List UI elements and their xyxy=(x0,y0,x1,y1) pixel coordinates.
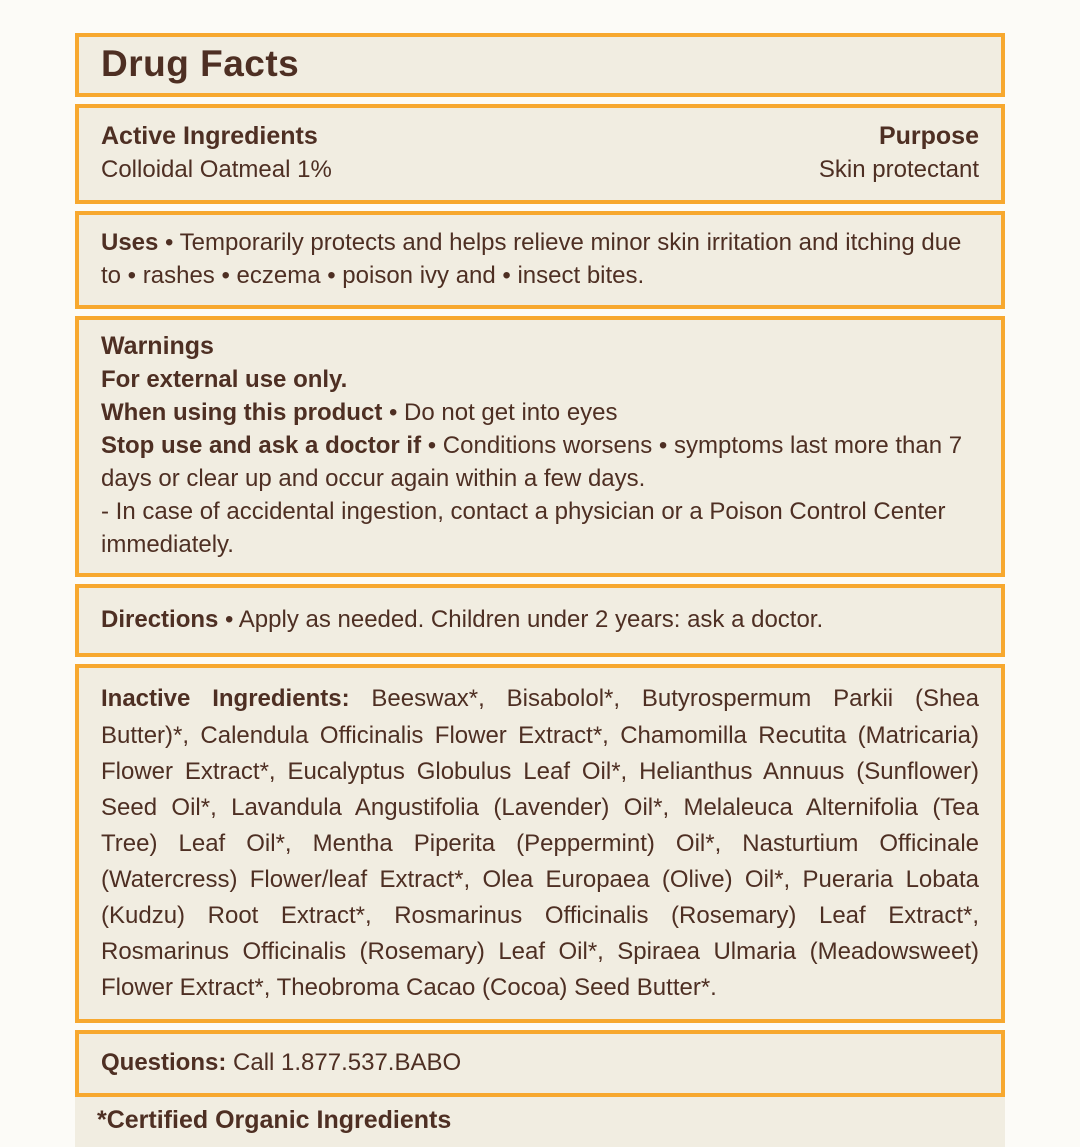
warning-line-text: • Do not get into eyes xyxy=(382,399,618,426)
questions-text xyxy=(101,1046,979,1079)
certified-organic-note: *Certified Organic Ingredients xyxy=(75,1097,1005,1147)
uses-heading: Uses xyxy=(101,229,159,256)
purpose-column xyxy=(819,120,979,186)
active-ingredients-section xyxy=(75,104,1005,204)
warning-line-text: • Conditions worsens • symptoms last more than 7 days or clear up and occur again within a few days. xyxy=(101,432,963,492)
directions-section xyxy=(75,584,1005,657)
page-title: Drug Facts xyxy=(101,43,300,84)
directions-text xyxy=(101,603,979,636)
warning-line xyxy=(101,429,979,495)
warning-line-bold: When using this product xyxy=(101,399,383,426)
purpose-heading: Purpose xyxy=(878,122,979,150)
active-ingredients-heading: Active Ingredients xyxy=(101,122,318,150)
warning-line-bold: For external use only. xyxy=(101,366,348,393)
purpose-value: Skin protectant xyxy=(818,156,979,183)
uses-text xyxy=(101,226,979,292)
warning-line-text: - In case of accidental ingestion, contact a physician or a Poison Control Center immediately. xyxy=(101,498,946,558)
inactive-ingredients-section xyxy=(75,664,1005,1023)
directions-body: • Apply as needed. Children under 2 years: ask a doctor. xyxy=(218,606,824,633)
drug-facts-label xyxy=(75,33,1005,1147)
inactive-ingredients-list: Beeswax*, Bisabolol*, Butyrospermum Parkii (Shea Butter)*, Calendula Officinalis Flower Extract*, Chamomilla Recutita (Matricaria) Flower Extract*, Eucalyptus Globulus Leaf Oil*, Helianthus Annuus (Sunflower) Seed Oil*, Lavandula Angustifolia (Lavender) Oil*, Melaleuca Alternifolia (Tea Tree) Leaf Oil*, Mentha Piperita (Peppermint) Oil*, Nasturtium Officinale (Watercress) Flower/leaf Extract*, Olea Europaea (Olive) Oil*, Pueraria Lobata (Kudzu) Root Extract*, Rosmarinus Officinalis (Rosemary) Leaf Extract*, Rosmarinus Officinalis (Rosemary) Leaf Oil*, Spiraea Ulmaria (Meadowsweet) Flower Extract*, Theobroma Cacao (Cocoa) Seed Butter*. xyxy=(101,685,979,1001)
inactive-ingredients-text xyxy=(101,680,979,1005)
warning-line xyxy=(101,396,979,429)
directions-heading: Directions xyxy=(101,606,219,633)
warnings-heading: Warnings xyxy=(101,332,214,360)
uses-section xyxy=(75,211,1005,309)
active-ingredients-column xyxy=(101,120,332,186)
warning-line xyxy=(101,495,979,561)
questions-phone: Call 1.877.537.BABO xyxy=(226,1049,462,1076)
uses-body: • Temporarily protects and helps relieve minor skin irritation and itching due to • rashes • eczema • poison ivy and • insect bites. xyxy=(101,229,962,289)
drug-facts-title-section xyxy=(75,33,1005,97)
questions-heading: Questions: xyxy=(101,1049,227,1076)
questions-section xyxy=(75,1030,1005,1097)
warning-line-bold: Stop use and ask a doctor if xyxy=(101,432,422,459)
active-ingredient-value: Colloidal Oatmeal 1% xyxy=(101,156,332,183)
inactive-ingredients-heading: Inactive Ingredients: xyxy=(101,685,350,712)
warning-line xyxy=(101,363,979,396)
warnings-section xyxy=(75,316,1005,577)
